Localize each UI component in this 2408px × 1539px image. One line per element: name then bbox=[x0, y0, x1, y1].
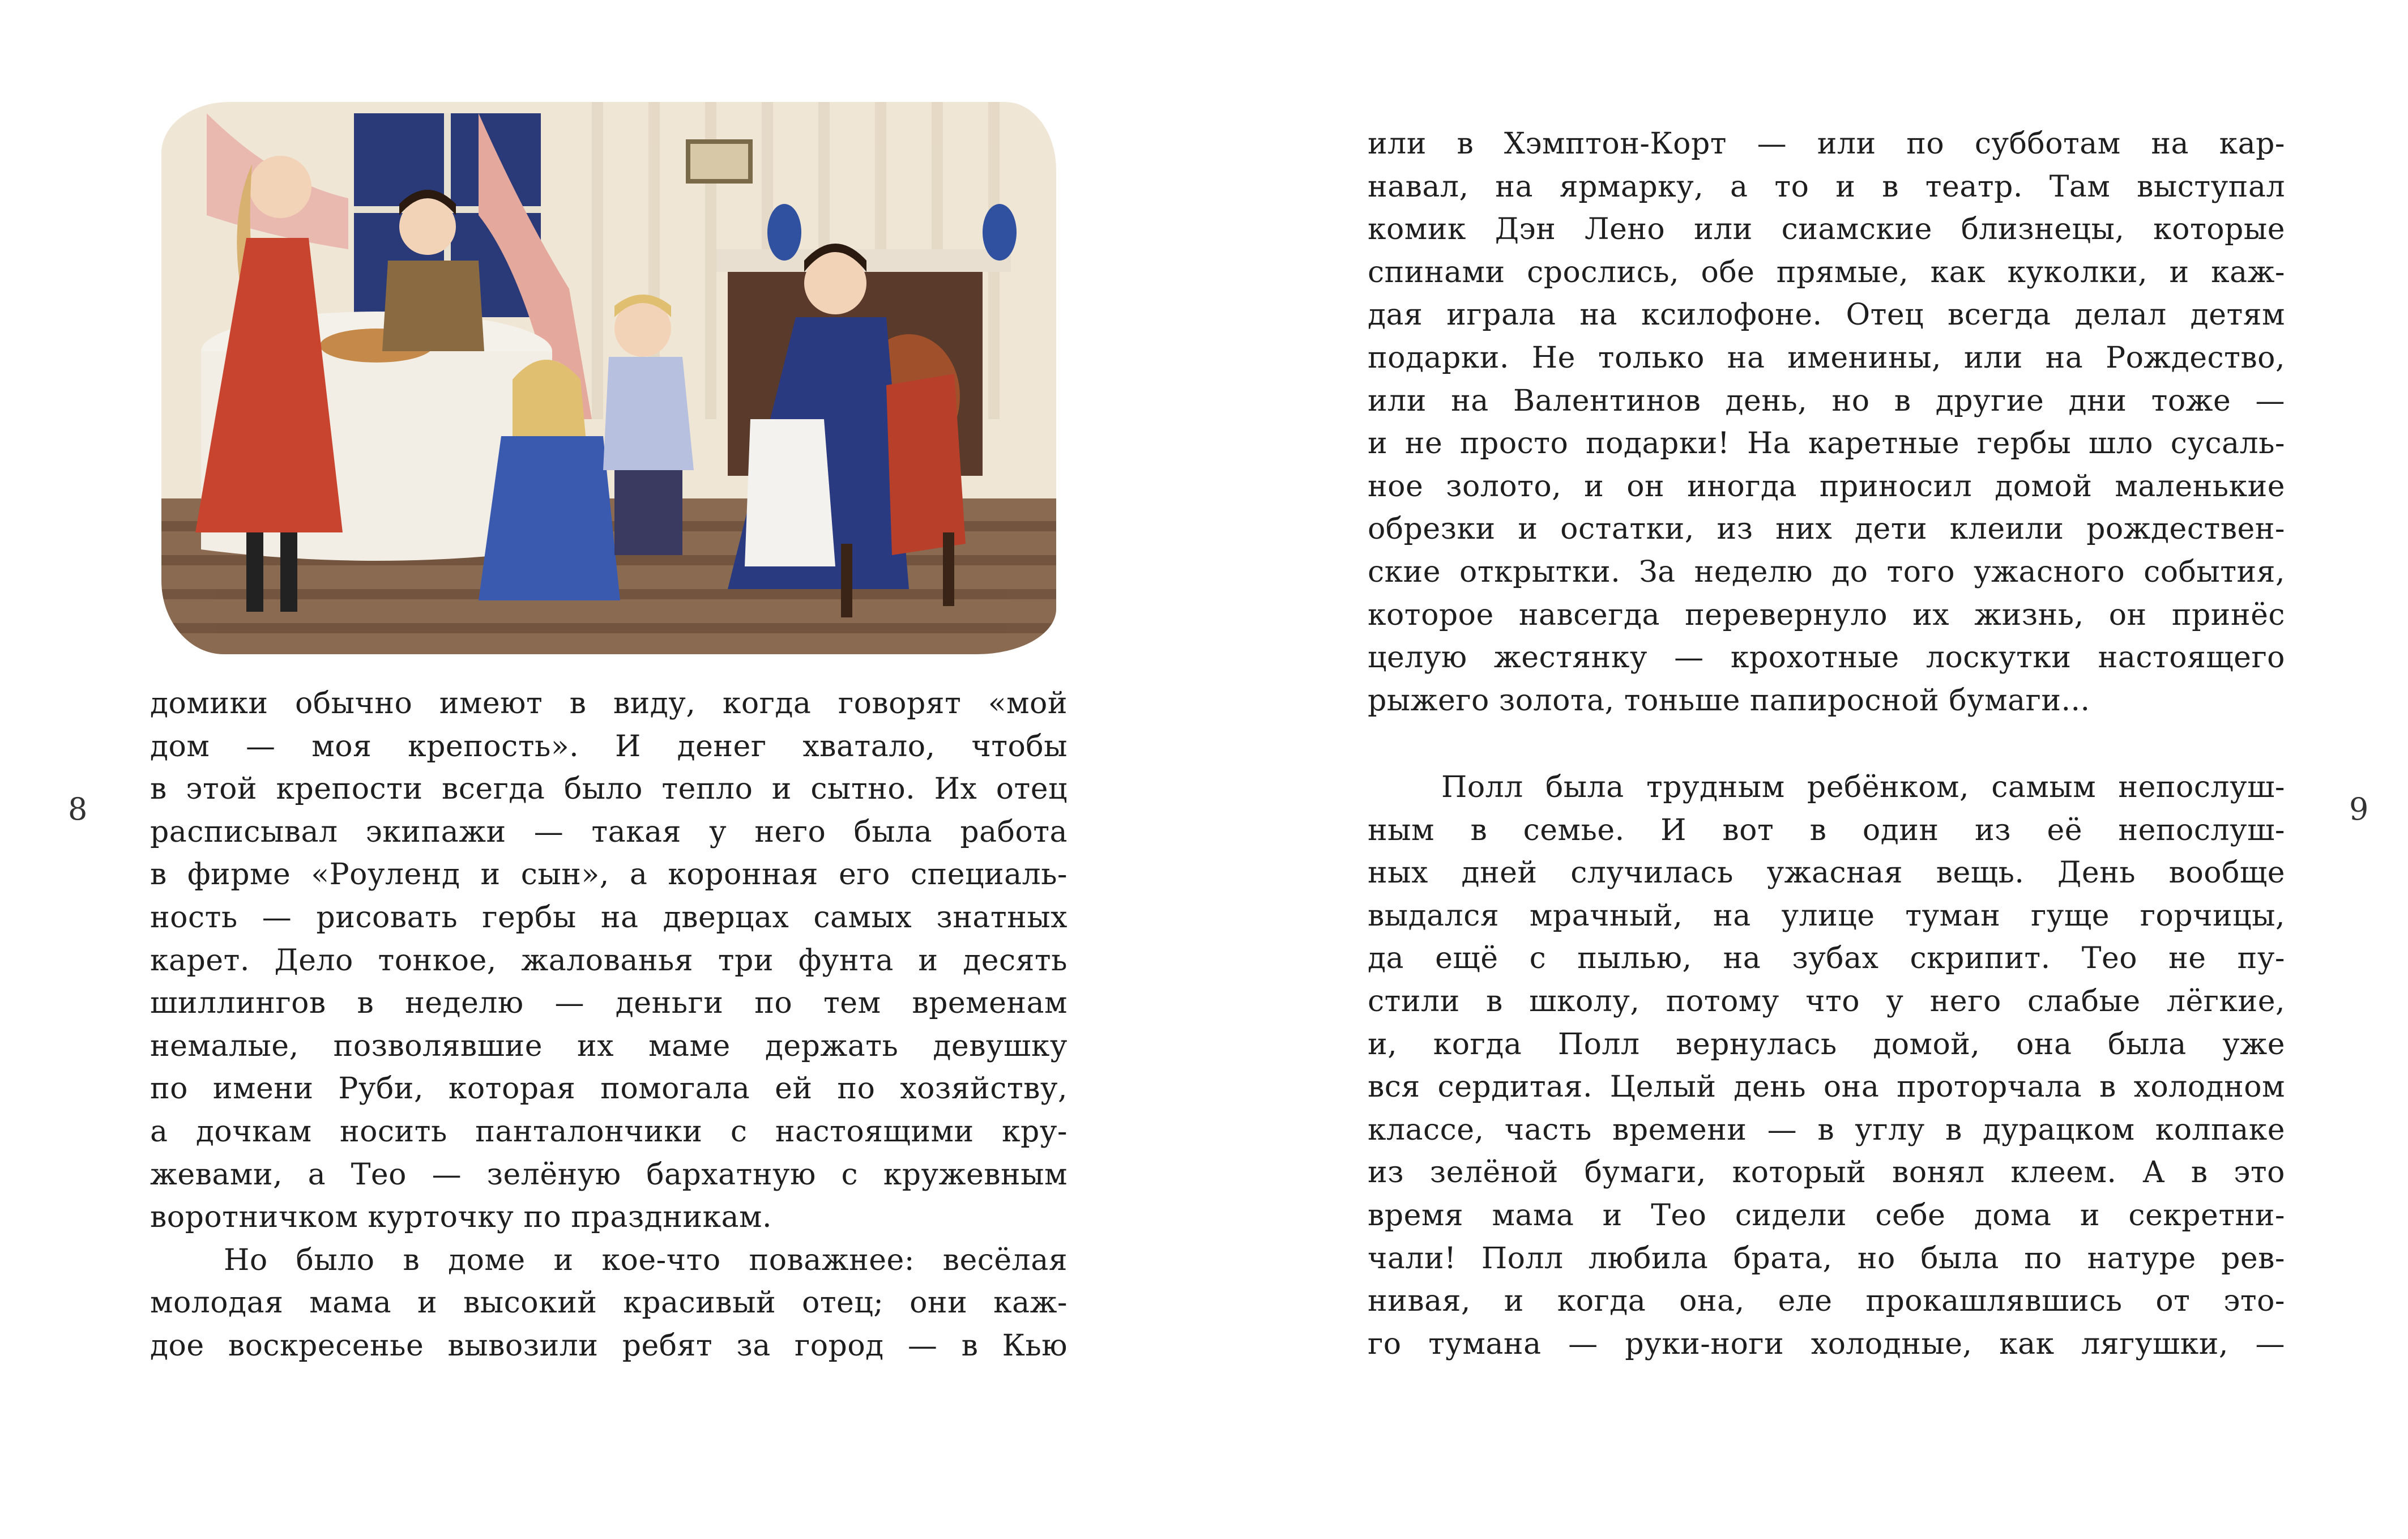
text-line: и, когда Полл вернулась домой, она была уже bbox=[1368, 1027, 2285, 1061]
text-line: домики обычно имеют в виду, когда говорят «мой bbox=[150, 687, 1068, 721]
text-line: ным в семье. И вот в один из её непослуш- bbox=[1368, 813, 2285, 847]
text-line: воротничком курточку по праздникам. bbox=[150, 1200, 772, 1235]
text-line: немалые, позволявшие их маме держать девушку bbox=[150, 1029, 1068, 1063]
text-line: навал, на ярмарку, а то и в театр. Там выступал bbox=[1368, 169, 2285, 204]
text-line: из зелёной бумаги, который вонял клеем. А в это bbox=[1368, 1156, 2285, 1190]
text-line: а дочкам носить панталончики с настоящими кру- bbox=[150, 1114, 1068, 1149]
text-line: в фирме «Роуленд и сын», а коронная его специаль- bbox=[150, 858, 1068, 892]
text-line: которое навсегда перевернуло их жизнь, он принёс bbox=[1368, 598, 2285, 632]
text-line: целую жестянку — крохотные лоскутки настоящего bbox=[1368, 641, 2285, 675]
page-number-left: 8 bbox=[68, 791, 88, 827]
text-line: рыжего золота, тоньше папиросной бумаги... bbox=[1368, 683, 2090, 718]
text-line: дом — моя крепость». И денег хватало, чтобы bbox=[150, 729, 1068, 764]
text-line: ность — рисовать гербы на дверцах самых знатных bbox=[150, 900, 1068, 935]
text-line: время мама и Тео сидели себе дома и секретни- bbox=[1368, 1198, 2285, 1233]
text-line: или в Хэмптон-Корт — или по субботам на кар- bbox=[1368, 127, 2285, 161]
text-line: стили в школу, потому что у него слабые лёгкие, bbox=[1368, 984, 2285, 1018]
text-line: и не просто подарки! На каретные гербы шло сусаль- bbox=[1368, 427, 2285, 461]
text-line: ное золото, и он иногда приносил домой маленькие bbox=[1368, 469, 2285, 504]
left-page-text bbox=[150, 683, 1068, 1368]
right-page-paragraph-2 bbox=[1368, 766, 2285, 1366]
text-line: дая играла на ксилофоне. Отец всегда делал детям bbox=[1368, 298, 2285, 332]
text-line: подарки. Не только на именины, или на Рождество, bbox=[1368, 340, 2285, 375]
text-line: ские открытки. За неделю до того ужасного события, bbox=[1368, 555, 2285, 589]
text-line: Но было в доме и кое-что поважнее: весёлая bbox=[224, 1243, 1068, 1277]
text-line: ных дней случилась ужасная вещь. День вообще bbox=[1368, 856, 2285, 890]
text-line: молодая мама и высокий красивый отец; они каж- bbox=[150, 1286, 1068, 1320]
text-line: карет. Дело тонкое, жалованья три фунта и десять bbox=[150, 943, 1068, 978]
text-line: спинами срослись, обе прямые, как куколки, и каж- bbox=[1368, 255, 2285, 289]
right-page-paragraph-1 bbox=[1368, 123, 2285, 722]
text-line: по имени Руби, которая помогала ей по хозяйству, bbox=[150, 1072, 1068, 1106]
text-line: нивая, и когда она, еле прокашлявшись от это- bbox=[1368, 1284, 2285, 1319]
text-line: вся сердитая. Целый день она проторчала в холодном bbox=[1368, 1070, 2285, 1105]
text-line: расписывал экипажи — такая у него была работа bbox=[150, 815, 1068, 849]
text-line: жевами, а Тео — зелёную бархатную с кружевным bbox=[150, 1157, 1068, 1192]
text-line: комик Дэн Лено или сиамские близнецы, которые bbox=[1368, 212, 2285, 247]
text-line: шиллингов в неделю — деньги по тем временам bbox=[150, 986, 1068, 1021]
text-line: классе, часть времени — в углу в дурацком колпаке bbox=[1368, 1112, 2285, 1147]
text-line: обрезки и остатки, из них дети клеили рождествен- bbox=[1368, 512, 2285, 547]
text-line: выдался мрачный, на улице туман гуще горчицы, bbox=[1368, 898, 2285, 933]
text-line: или на Валентинов день, но в другие дни тоже — bbox=[1368, 383, 2285, 418]
family-living-room-illustration bbox=[161, 102, 1056, 654]
text-line: го тумана — руки-ноги холодные, как лягушки, — bbox=[1368, 1327, 2285, 1361]
text-line: в этой крепости всегда было тепло и сытно. Их отец bbox=[150, 772, 1068, 807]
text-line: да ещё с пылью, на зубах скрипит. Тео не пу- bbox=[1368, 941, 2285, 976]
text-line: чали! Полл любила брата, но была по натуре рев- bbox=[1368, 1241, 2285, 1276]
text-line: Полл была трудным ребёнком, самым непослуш- bbox=[1441, 770, 2285, 804]
page-number-right: 9 bbox=[2349, 791, 2369, 827]
text-line: дое воскресенье вывозили ребят за город — в Кью bbox=[150, 1328, 1068, 1363]
